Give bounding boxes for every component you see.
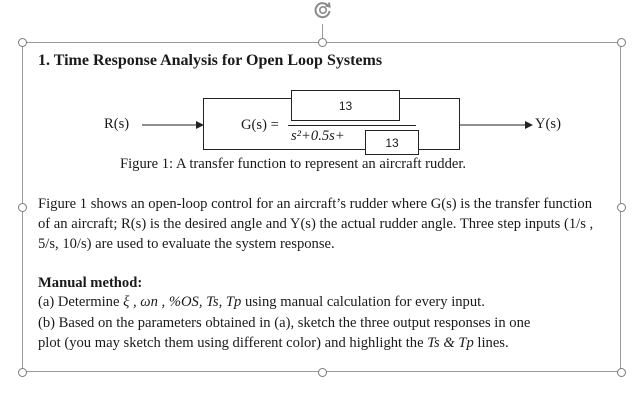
section-heading: 1. Time Response Analysis for Open Loop Systems bbox=[38, 52, 383, 69]
task-a-math: ξ , ωn , %OS, Ts, Tp bbox=[123, 294, 242, 310]
task-b-math: Ts & Tp bbox=[427, 335, 474, 351]
transfer-function-label: G(s) = bbox=[241, 117, 279, 133]
fraction-bar bbox=[288, 125, 416, 126]
figure-caption: Figure 1: A transfer function to represent an aircraft rudder. bbox=[120, 156, 467, 172]
task-b-suffix: lines. bbox=[473, 335, 509, 351]
task-a-prefix: (a) Determine bbox=[38, 294, 124, 310]
output-signal-label: Y(s) bbox=[535, 116, 561, 132]
task-b-prefix: plot (you may sketch them using different color) and highlight the bbox=[38, 335, 428, 351]
task-b-line-1: (b) Based on the parameters obtained in (a), sketch the three output responses in one bbox=[38, 315, 531, 331]
task-a-line bbox=[38, 294, 485, 311]
numerator-box[interactable]: 13 bbox=[291, 90, 400, 121]
task-a-suffix: using manual calculation for every input. bbox=[241, 294, 485, 310]
input-signal-label: R(s) bbox=[104, 116, 130, 132]
denominator-expression: s²+0.5s+ bbox=[291, 128, 345, 144]
description-paragraph: Figure 1 shows an open-loop control for an aircraft’s rudder where G(s) is the transfer function of an aircraft; R(s) is the desired angle and Y(s) the actual rudder angle. Three step inputs (1/s , 5/s, 10/s) are used to evaluate the system response. bbox=[38, 196, 594, 252]
manual-method-title: Manual method: bbox=[38, 275, 143, 291]
denominator-box[interactable]: 13 bbox=[365, 130, 419, 155]
task-b-line-2 bbox=[38, 335, 509, 352]
